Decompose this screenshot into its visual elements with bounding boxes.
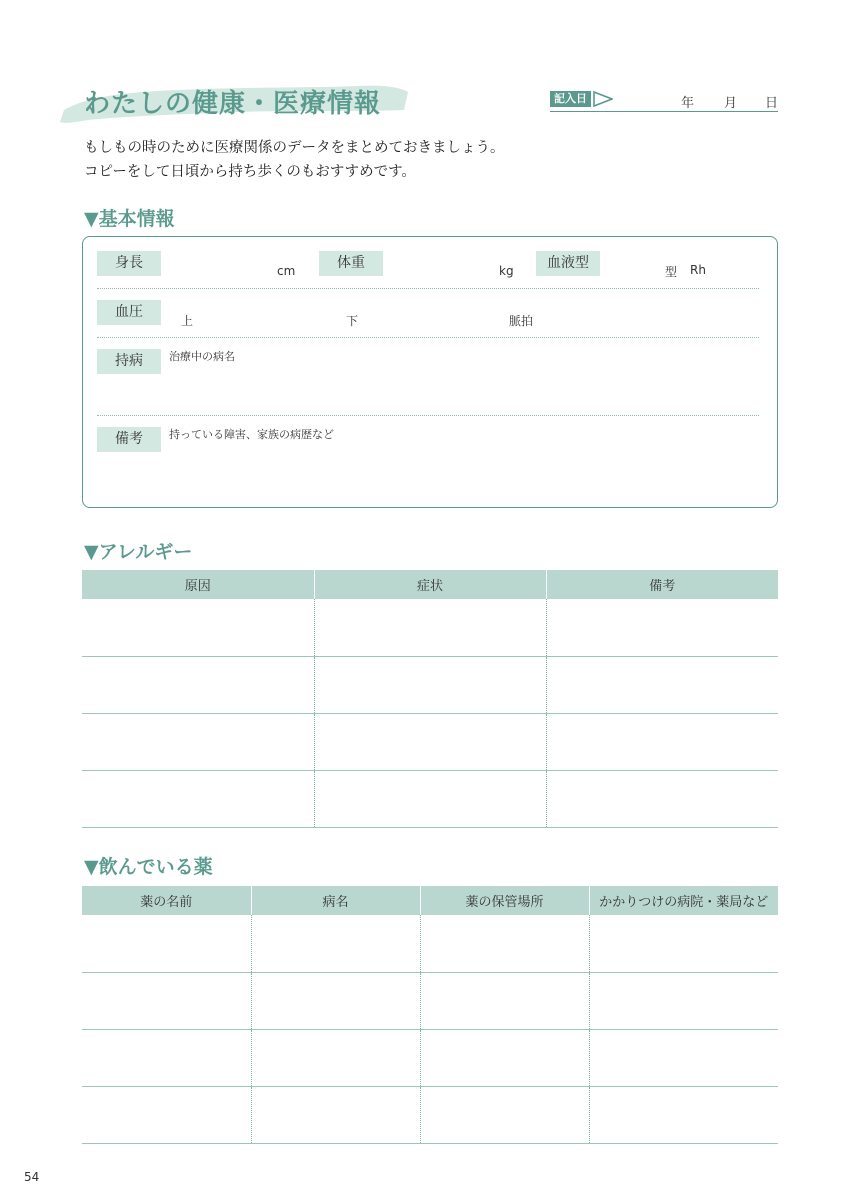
- entry-cell[interactable]: [251, 1086, 420, 1143]
- table-row: [82, 713, 778, 770]
- allergy-heading: ▼アレルギー: [84, 541, 193, 563]
- notes-hint: 持っている障害、家族の病歴など: [169, 428, 334, 441]
- basic-info-heading: ▼基本情報: [84, 208, 175, 230]
- table-row: [82, 599, 778, 656]
- column-header-disease: 病名: [251, 886, 420, 915]
- entry-cell[interactable]: [314, 599, 546, 656]
- entry-cell[interactable]: [251, 1029, 420, 1086]
- table-row: [82, 915, 778, 972]
- entry-cell[interactable]: [589, 1029, 778, 1086]
- table-row: [82, 770, 778, 827]
- entry-cell[interactable]: [82, 915, 251, 972]
- entry-cell[interactable]: [420, 915, 589, 972]
- medicine-table: [82, 886, 778, 1144]
- entry-cell[interactable]: [82, 599, 314, 656]
- day-label: 日: [765, 96, 779, 111]
- entry-date-tag: 記入日: [550, 91, 591, 107]
- entry-cell[interactable]: [420, 1029, 589, 1086]
- page-number: 54: [24, 1170, 40, 1184]
- intro-line: もしもの時のために医療関係のデータをまとめておきましょう。: [84, 140, 505, 156]
- column-header-storage: 薬の保管場所: [420, 886, 589, 915]
- bp-lower-label: 下: [346, 314, 359, 328]
- weight-unit: kg: [499, 264, 514, 278]
- entry-cell[interactable]: [589, 1086, 778, 1143]
- intro-text: [84, 136, 505, 184]
- table-row: [82, 1029, 778, 1086]
- entry-cell[interactable]: [314, 713, 546, 770]
- entry-cell[interactable]: [82, 1029, 251, 1086]
- column-header-clinic: かかりつけの病院・薬局など: [589, 886, 778, 915]
- entry-cell[interactable]: [589, 915, 778, 972]
- pulse-label: 脈拍: [509, 314, 534, 328]
- blood-type-unit: 型: [665, 265, 678, 279]
- column-header-symptom: 症状: [314, 570, 546, 599]
- entry-cell[interactable]: [251, 972, 420, 1029]
- weight-label: 体重: [319, 251, 383, 276]
- row-divider: [97, 288, 759, 289]
- table-row: [82, 656, 778, 713]
- entry-cell[interactable]: [420, 972, 589, 1029]
- table-header-row: [82, 886, 778, 915]
- chronic-illness-hint: 治療中の病名: [169, 350, 235, 363]
- chronic-illness-label: 持病: [97, 349, 161, 374]
- blood-pressure-label: 血圧: [97, 300, 161, 325]
- month-label: 月: [724, 96, 738, 111]
- entry-cell[interactable]: [251, 915, 420, 972]
- entry-cell[interactable]: [82, 656, 314, 713]
- page-title: わたしの健康・医療情報: [84, 89, 382, 119]
- table-header-row: [82, 570, 778, 599]
- year-label: 年: [681, 96, 695, 111]
- rh-label: Rh: [690, 263, 706, 277]
- entry-date: [550, 88, 778, 112]
- pencil-arrow-icon: [593, 91, 613, 107]
- entry-cell[interactable]: [546, 713, 778, 770]
- entry-cell[interactable]: [82, 972, 251, 1029]
- row-divider: [97, 415, 759, 416]
- table-row: [82, 972, 778, 1029]
- allergy-table: [82, 570, 778, 828]
- column-header-medicine-name: 薬の名前: [82, 886, 251, 915]
- row-divider: [97, 337, 759, 338]
- entry-cell[interactable]: [314, 656, 546, 713]
- column-header-cause: 原因: [82, 570, 314, 599]
- blood-type-label: 血液型: [536, 251, 600, 276]
- notes-label: 備考: [97, 427, 161, 452]
- intro-line: コピーをして日頃から持ち歩くのもおすすめです。: [84, 164, 416, 180]
- bp-upper-label: 上: [181, 314, 194, 328]
- entry-cell[interactable]: [82, 770, 314, 827]
- column-header-notes: 備考: [546, 570, 778, 599]
- entry-cell[interactable]: [314, 770, 546, 827]
- entry-cell[interactable]: [546, 770, 778, 827]
- basic-info-box: [82, 236, 778, 508]
- entry-cell[interactable]: [589, 972, 778, 1029]
- table-row: [82, 1086, 778, 1143]
- medicine-heading: ▼飲んでいる薬: [84, 856, 213, 878]
- height-unit: cm: [277, 264, 296, 278]
- entry-cell[interactable]: [82, 1086, 251, 1143]
- height-label: 身長: [97, 251, 161, 276]
- entry-cell[interactable]: [546, 599, 778, 656]
- entry-cell[interactable]: [420, 1086, 589, 1143]
- entry-cell[interactable]: [82, 713, 314, 770]
- entry-cell[interactable]: [546, 656, 778, 713]
